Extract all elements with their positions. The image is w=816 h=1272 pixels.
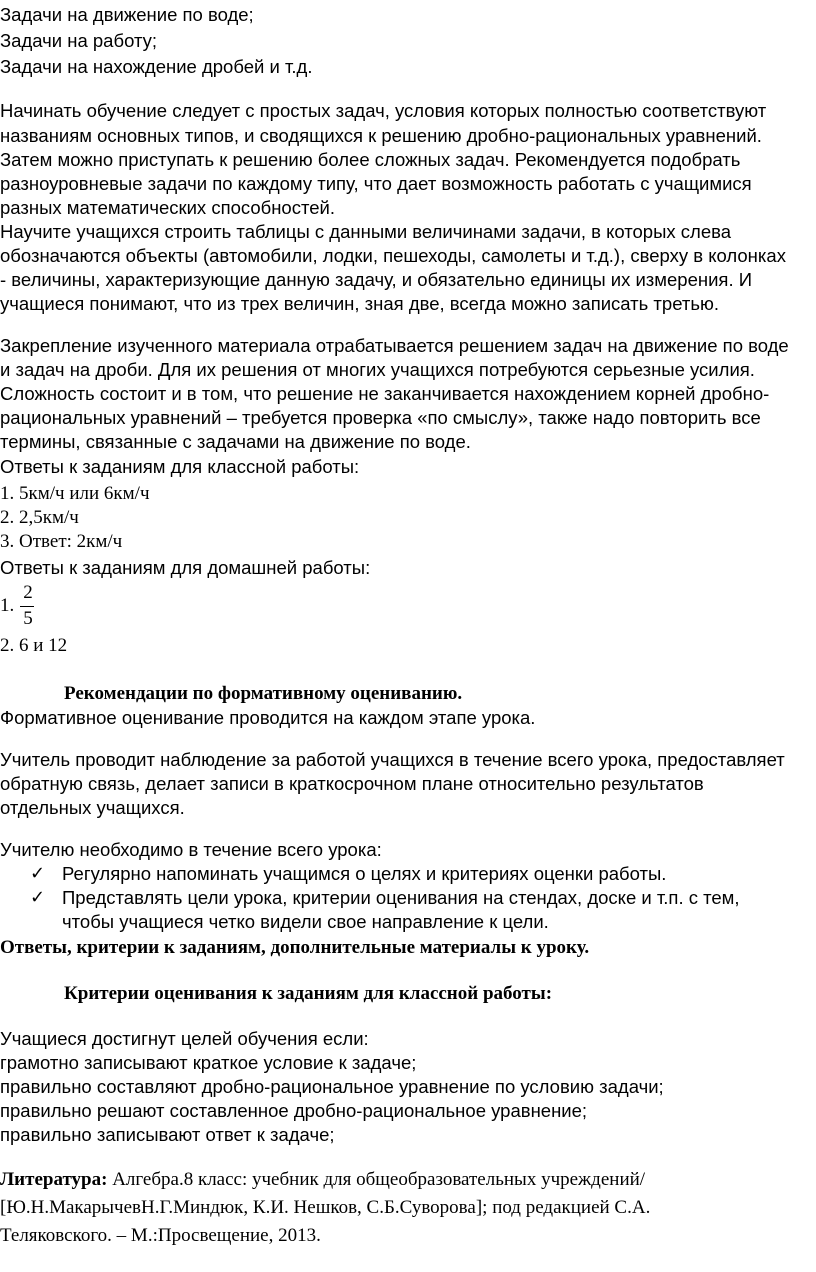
criteria-item: правильно записывают ответ к задаче;: [0, 1124, 335, 1145]
section-heading: Ответы, критерии к заданиям, дополнительные материалы к уроку.: [0, 937, 590, 958]
paragraph-line: - величины, характеризующие данную задачу, и обязательно единицы их измерения. И: [0, 269, 753, 290]
answer-item: 1. 5км/ч или 6км/ч: [0, 483, 150, 504]
criteria-item: правильно составляют дробно-рациональное уравнение по условию задачи;: [0, 1076, 664, 1097]
answer-item: 2. 2,5км/ч: [0, 507, 79, 528]
section-heading: Рекомендации по формативному оцениванию.: [64, 683, 463, 704]
fraction-bar: [20, 606, 34, 607]
literature-label: Литература:: [0, 1169, 108, 1190]
paragraph-line: разных математических способностей.: [0, 197, 335, 218]
paragraph-line: Учителю необходимо в течение всего урока:: [0, 839, 382, 860]
section-title: Ответы к заданиям для классной работы:: [0, 456, 360, 477]
literature-line: Теляковского. – М.:Просвещение, 2013.: [0, 1225, 321, 1246]
criteria-item: грамотно записывают краткое условие к задаче;: [0, 1052, 417, 1073]
paragraph-line: Формативное оценивание проводится на каждом этапе урока.: [0, 707, 536, 728]
checkmark-icon: ✓: [30, 887, 46, 908]
paragraph-line: Учащиеся достигнут целей обучения если:: [0, 1028, 369, 1049]
answer-item: 2. 6 и 12: [0, 635, 68, 656]
literature-line: [0, 1168, 645, 1192]
criteria-item: правильно решают составленное дробно-рациональное уравнение;: [0, 1100, 588, 1121]
paragraph-line: термины, связанные с задачами на движение по воде.: [0, 431, 471, 452]
paragraph-line: разноуровневые задачи по каждому типу, что дает возможность работать с учащимися: [0, 173, 752, 194]
paragraph-line: и задач на дроби. Для их решения от многих учащихся потребуются серьезные усилия.: [0, 359, 755, 380]
checkmark-icon: ✓: [30, 863, 46, 884]
paragraph-line: Сложность состоит и в том, что решение не заканчивается нахождением корней дробно-: [0, 383, 770, 404]
paragraph-line: обозначаются объекты (автомобили, лодки, пешеходы, самолеты и т.д.), сверху в колонках: [0, 245, 786, 266]
list-item: Задачи на нахождение дробей и т.д.: [0, 56, 313, 77]
paragraph-line: Закрепление изученного материала отрабатывается решением задач на движение по воде: [0, 335, 789, 356]
literature-text: Алгебра.8 класс: учебник для общеобразовательных учреждений/: [107, 1169, 646, 1190]
bullet-item-continued: чтобы учащиеся четко видели свое направление к цели.: [62, 911, 549, 932]
answer-item: 3. Ответ: 2км/ч: [0, 531, 123, 552]
fraction-denominator: 5: [23, 608, 33, 629]
answer-item-number: 1.: [0, 595, 15, 616]
paragraph-line: отдельных учащихся.: [0, 797, 185, 818]
paragraph-line: названиям основных типов, и сводящихся к решению дробно-рациональных уравнений.: [0, 125, 762, 146]
list-item: Задачи на работу;: [0, 30, 158, 51]
paragraph-line: рациональных уравнений – требуется проверка «по смыслу», также надо повторить все: [0, 407, 761, 428]
paragraph-line: Научите учащихся строить таблицы с данными величинами задачи, в которых слева: [0, 221, 732, 242]
paragraph-line: Учитель проводит наблюдение за работой учащихся в течение всего урока, предоставляет: [0, 749, 785, 770]
paragraph-line: Затем можно приступать к решению более сложных задач. Рекомендуется подобрать: [0, 149, 741, 170]
bullet-item: Представлять цели урока, критерии оценивания на стендах, доске и т.п. с тем,: [62, 887, 740, 908]
literature-line: [Ю.Н.МакарычевН.Г.Миндюк, К.И. Нешков, С.Б.Суворова]; под редакцией С.А.: [0, 1197, 651, 1218]
paragraph-line: обратную связь, делает записи в краткосрочном плане относительно результатов: [0, 773, 704, 794]
list-item: Задачи на движение по воде;: [0, 4, 254, 25]
paragraph-line: учащиеся понимают, что из трех величин, зная две, всегда можно записать третью.: [0, 293, 719, 314]
fraction-numerator: 2: [23, 582, 33, 603]
section-heading: Критерии оценивания к заданиям для классной работы:: [64, 983, 553, 1004]
paragraph-line: Начинать обучение следует с простых задач, условия которых полностью соответствуют: [0, 100, 767, 121]
bullet-item: Регулярно напоминать учащимся о целях и критериях оценки работы.: [62, 863, 667, 884]
section-title: Ответы к заданиям для домашней работы:: [0, 557, 371, 578]
